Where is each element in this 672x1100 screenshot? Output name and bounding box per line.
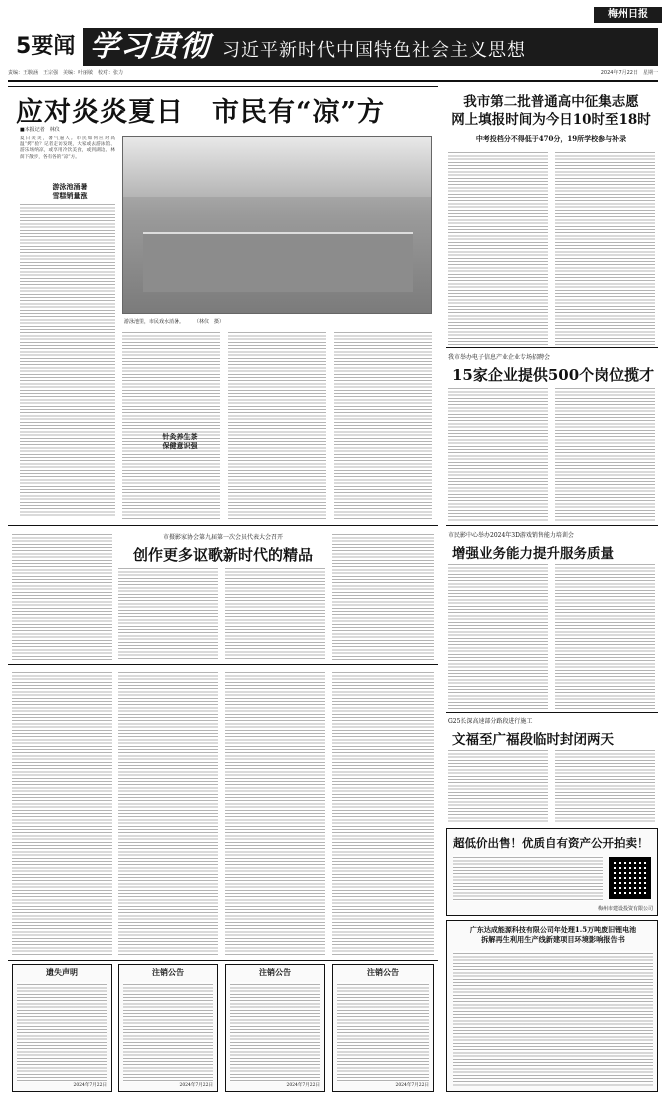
feature-col-2 [122, 330, 220, 520]
right-divider-1 [446, 347, 658, 348]
jobs-headline: 15家企业提供500个岗位揽才 [452, 366, 655, 384]
photog-col-2 [118, 566, 218, 660]
highway-headline: 文福至广福段临时封闭两天 [452, 732, 614, 748]
calligraphy-title: 学习贯彻 [90, 29, 211, 63]
auction-issuer: 梅州市建设投资有限公司 [597, 906, 653, 912]
section-badge [8, 28, 87, 66]
video-headline: 增强业务能力提升服务质量 [452, 546, 614, 562]
photo-roof [123, 137, 431, 197]
notice-4-text [337, 982, 429, 1082]
notice-1-text [17, 982, 107, 1082]
jobs-col-1 [448, 386, 548, 521]
newspaper-logo: 梅州日报 [594, 7, 662, 23]
photog-col-1 [12, 532, 112, 660]
eia-notice [446, 920, 658, 1092]
feature-lead: 夏日炎炎，暑气逼人。市民如何应对高温“烤”验？记者走访发现，大家或去游泳馆、游乐场纳凉，或享用冷饮美食，或到湖边、林荫下散步，各有各的“凉”方。 [20, 136, 115, 160]
eia-title-1: 广东达成能源科技有限公司年处理1.5万吨废旧锂电池 [469, 925, 637, 934]
video-col-1 [448, 562, 548, 710]
gaokao-col-2 [555, 150, 655, 345]
editor-meta-row [8, 69, 658, 76]
commentary-col-4 [332, 670, 434, 955]
jobs-kicker: 我市举办电子信息产业企业专场招聘会 [448, 354, 551, 361]
notice-1-date: 2024年7月22日 [73, 1083, 107, 1088]
gaokao-headline-1: 我市第二批普通高中征集志愿 [463, 94, 639, 110]
notice-1-title: 遗失声明 [46, 967, 78, 977]
section-number: 5 [16, 34, 32, 59]
auction-text [453, 855, 603, 901]
notice-2-date: 2024年7月22日 [179, 1083, 213, 1088]
notice-3-date: 2024年7月22日 [286, 1083, 320, 1088]
auction-ad [446, 828, 658, 916]
notice-2-title: 注销公告 [152, 967, 184, 977]
jobs-col-2 [555, 386, 655, 521]
notice-4-date: 2024年7月22日 [395, 1083, 429, 1088]
commentary-col-1 [12, 670, 112, 955]
notice-3-text [230, 982, 320, 1082]
feature-frame-top [8, 86, 438, 87]
notices-top-rule [8, 960, 438, 961]
feature-col-1 [20, 202, 115, 517]
auction-title: 超低价出售！优质自有资产公开拍卖！ [453, 836, 649, 850]
video-col-2 [555, 562, 655, 710]
photog-headline: 创作更多讴歌新时代的精品 [132, 546, 313, 564]
highway-kicker: G25长深高速部分路段进行施工 [448, 718, 533, 725]
right-divider-2 [446, 525, 658, 526]
header-subtitle: 习近平新时代中国特色社会主义思想 [222, 40, 526, 61]
photo-caption: 游泳池里，市民戏水消暑。 （林仪 摄） [124, 319, 225, 325]
photog-kicker: 市摄影家协会第九届第一次会员代表大会召开 [162, 534, 283, 541]
photo-pool [143, 232, 413, 292]
editor-credits: 责编：王駿涵 王宗强 美编：叶丽敏 校对：张力 [8, 70, 124, 76]
subhead-tea: 针灸养生茶 保健意识强 [162, 432, 198, 450]
commentary-col-2 [118, 670, 218, 955]
notice-3 [225, 964, 325, 1092]
issue-date: 2024年7月22日 星期一 [600, 70, 658, 76]
subhead-swim: 游泳池涌暑 雪糕销量涨 [52, 182, 88, 200]
highway-col-2 [555, 748, 655, 823]
feature-col-3 [228, 330, 326, 520]
feature-headline: 应对炎炎夏日 市民有“凉”方 [16, 97, 386, 128]
right-divider-3 [446, 712, 658, 713]
gaokao-subtitle: 中考投档分不得低于470分，19所学校参与补录 [475, 134, 627, 143]
photog-col-3 [225, 566, 325, 660]
notice-2 [118, 964, 218, 1092]
feature-photo [122, 136, 432, 314]
section-name: 要闻 [31, 34, 76, 59]
commentary-col-3 [225, 670, 325, 955]
highway-col-1 [448, 748, 548, 823]
qr-code[interactable] [609, 857, 651, 899]
notice-4-title: 注销公告 [367, 967, 399, 977]
notice-2-text [123, 982, 213, 1082]
photog-col-4 [332, 532, 434, 660]
feature-col-4 [334, 330, 432, 520]
gaokao-col-1 [448, 150, 548, 345]
gaokao-headline-2: 网上填报时间为今日10时至18时 [451, 112, 651, 128]
feature-frame-bottom [8, 525, 438, 526]
top-rule [8, 80, 658, 82]
feature-byline: ■本报记者 林仪 [20, 127, 60, 133]
notice-1 [12, 964, 112, 1092]
eia-text [453, 951, 653, 1086]
mid-divider [8, 664, 438, 665]
notice-3-title: 注销公告 [259, 967, 291, 977]
eia-title-2: 拆解再生利用生产线新建项目环境影响报告书 [481, 935, 625, 944]
video-kicker: 市民影中心举办2024年3D游戏销售能力培训会 [448, 532, 574, 539]
notice-4 [332, 964, 434, 1092]
